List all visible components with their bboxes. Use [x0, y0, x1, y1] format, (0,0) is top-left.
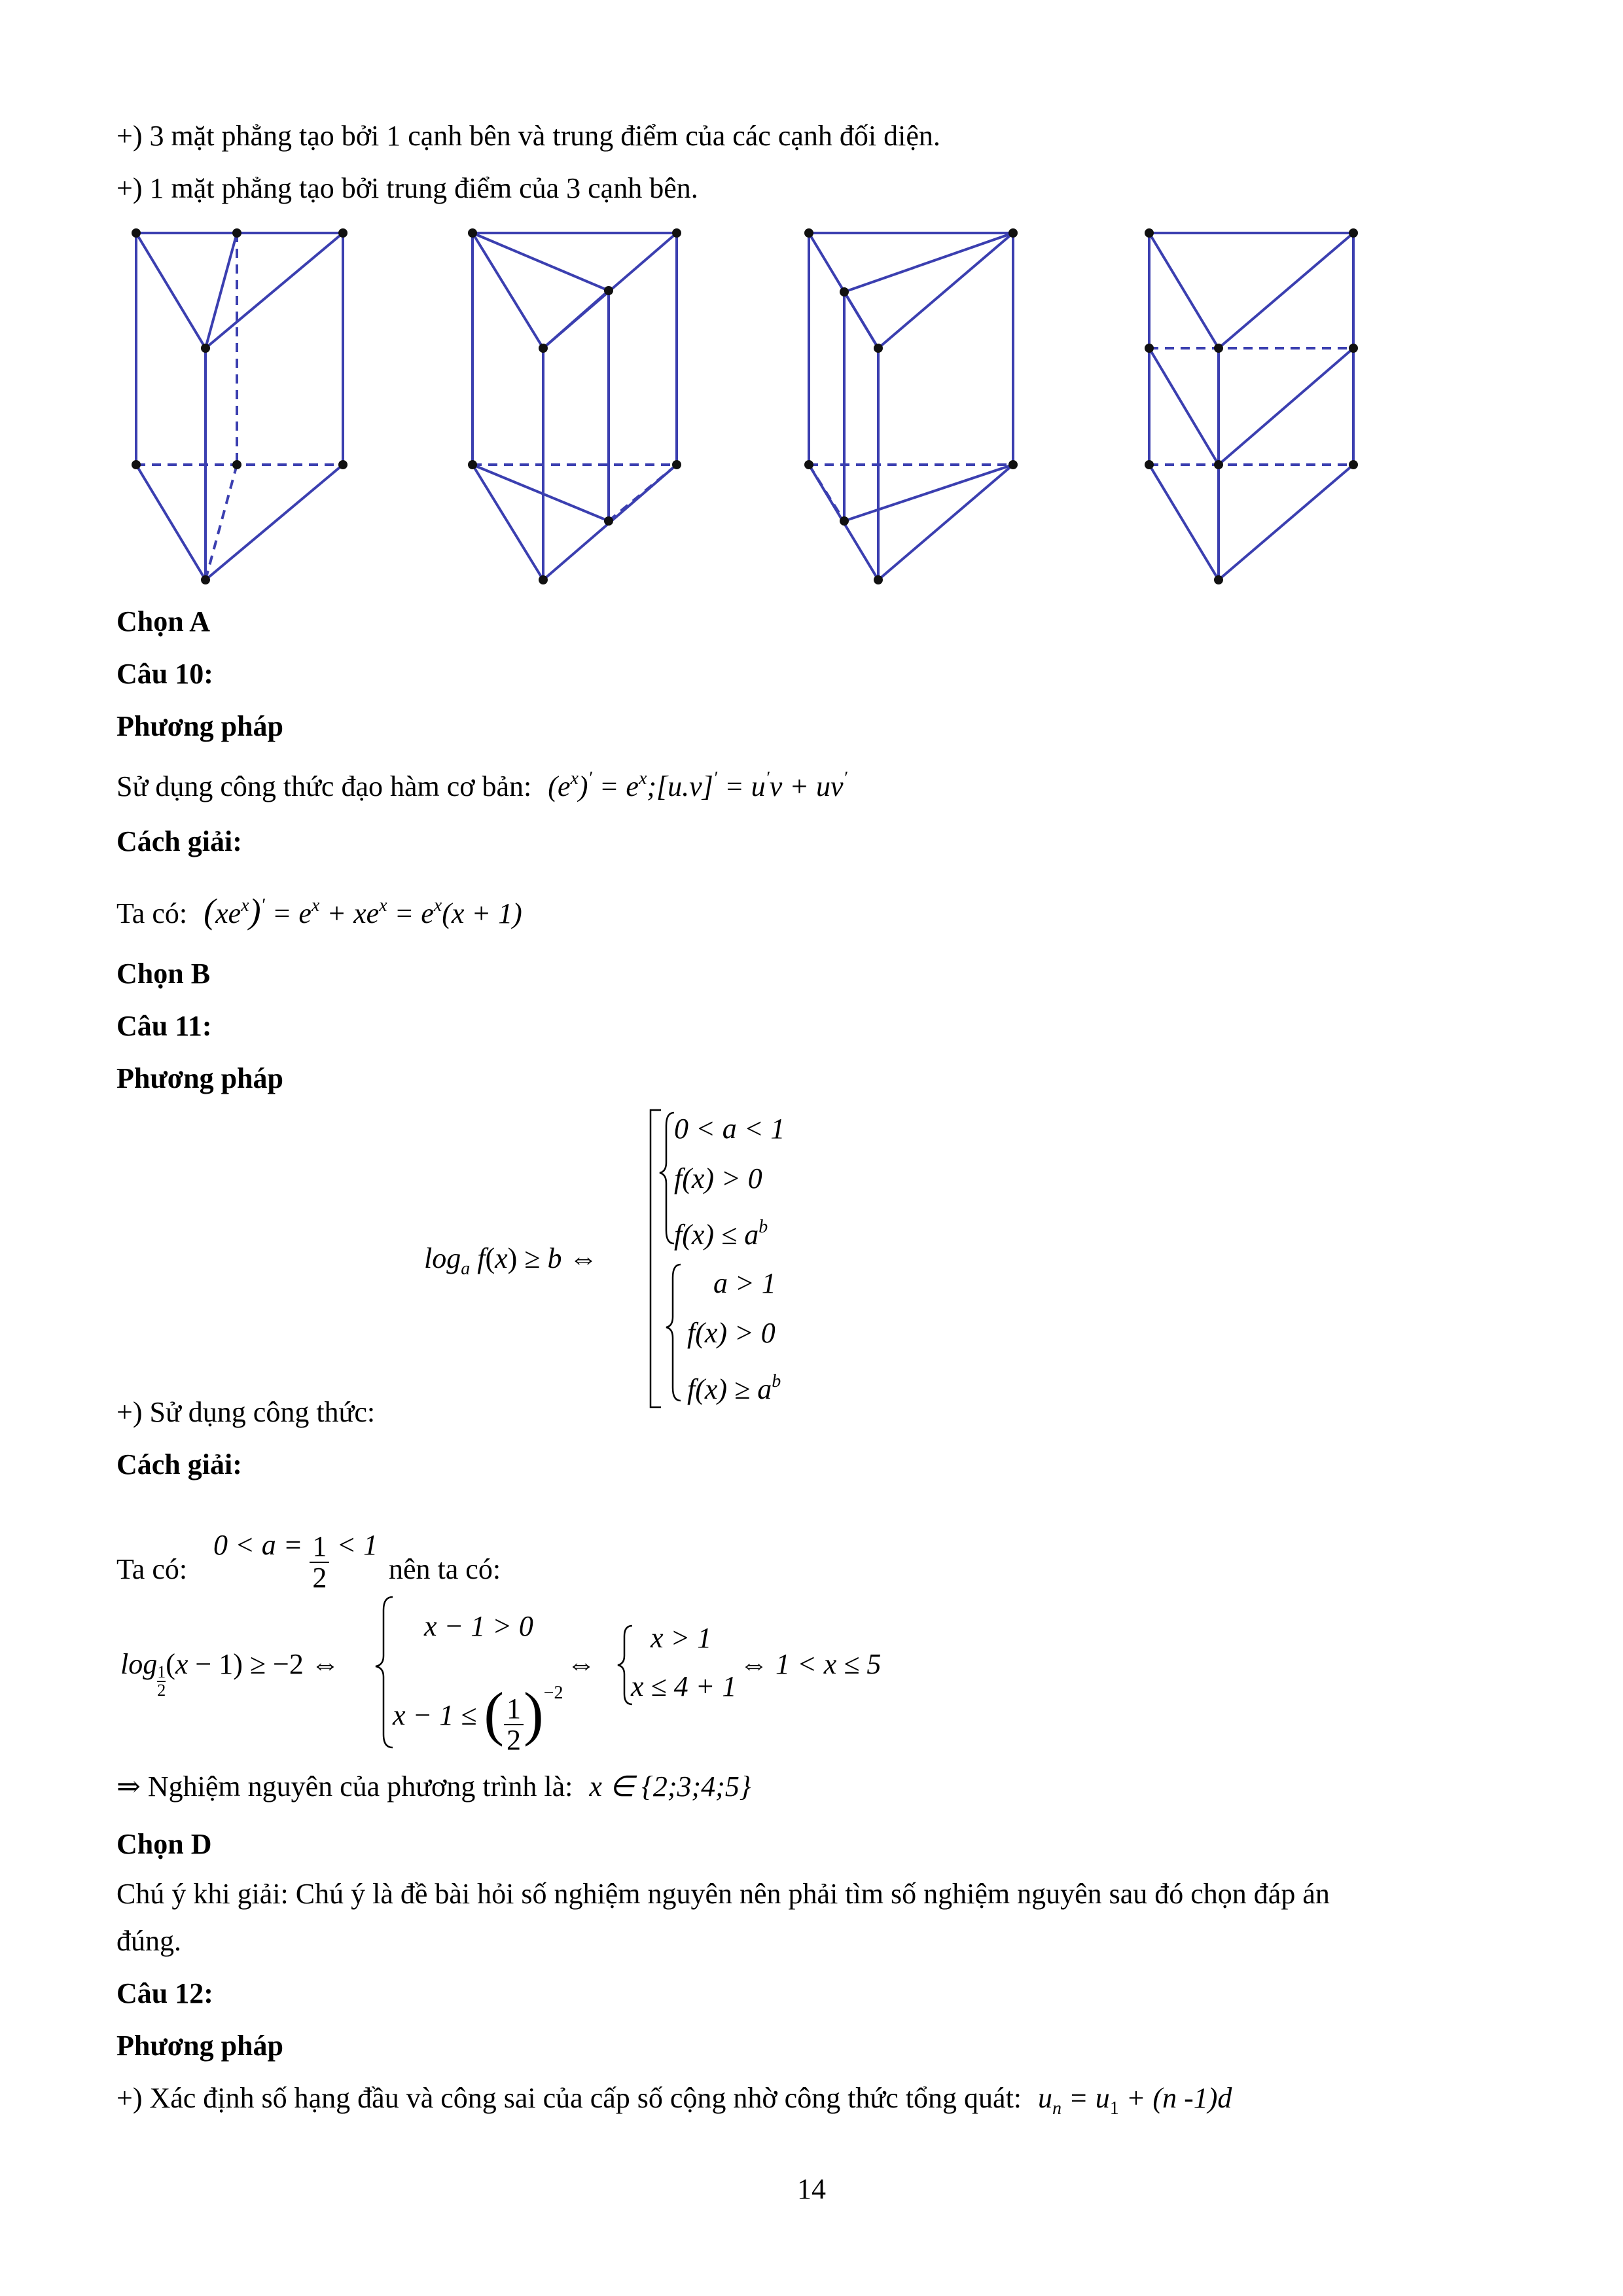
q10-method-formula: $(e^x)'$ = $e^x;[u.v]' = u'v + uv'$ [548, 768, 847, 802]
q11-case2-line2: f(x) > 0 [687, 1317, 776, 1349]
q12-method-heading: Phương pháp [116, 2030, 283, 2062]
q11-ta-co: Ta có: [116, 1553, 188, 1585]
q10-solution-formula: $(xe^x)' = e^x + xe^x = e^x(x + 1)$ [204, 891, 522, 931]
q11-case1-line2: f(x) > 0 [674, 1162, 762, 1194]
q11-solution-heading: Cách giải: [116, 1448, 242, 1480]
q10-answer: Chọn B [116, 958, 211, 990]
q10-solution-text: Ta có: [116, 897, 188, 929]
q11-ineq-cond1: x − 1 > 0 [424, 1610, 533, 1642]
q11-conclusion-text: ⇒ Nghiệm nguyên của phương trình là: [116, 1770, 573, 1803]
page-number: 14 [797, 2173, 826, 2205]
q12-method-formula: $u_n = u_1 + (n$ -1)d [1038, 2082, 1232, 2119]
text-line-planes-edge: +) 3 mặt phẳng tạo bởi 1 cạnh bên và trung điểm của các cạnh đối diện. [116, 120, 940, 152]
q10-method-text: Sử dụng công thức đạo hàm cơ bản: [116, 770, 532, 802]
q11-nen-ta-co: nên ta có: [389, 1553, 501, 1585]
q11-ineq-lhs: log $\frac{1}{2}$ (x − 1) ≥ −2 ⇔ [120, 1648, 340, 1700]
q10-method-heading: Phương pháp [116, 710, 283, 742]
q12-title: Câu 12: [116, 1977, 213, 2009]
q11-note-cont: đúng. [116, 1925, 181, 1957]
q11-case1-line3: $f(x) \le a^b$ [674, 1217, 768, 1251]
q11-method-heading: Phương pháp [116, 1062, 283, 1094]
q11-rule-lhs: $\log_a f(x) \ge b$ ⇔ [424, 1242, 598, 1279]
q11-answer: Chọn D [116, 1828, 212, 1860]
q11-case2-line3: $f(x) \ge a^b$ [687, 1371, 781, 1405]
q11-conclusion-set: x ∈ {2;3;4;5} [589, 1770, 751, 1803]
q11-ineq-x-le: x ≤ 4 + 1 [631, 1670, 737, 1702]
q11-a-value: 0 < a = $\frac{1}{2}$ < 1 [213, 1529, 378, 1594]
q10-solution-heading: Cách giải: [116, 825, 242, 857]
text-line-planes-midpoints: +) 1 mặt phẳng tạo bởi trung điểm của 3 cạnh bên. [116, 172, 698, 204]
q11-note: Chú ý khi giải: Chú ý là đề bài hỏi số nghiệm nguyên nên phải tìm số nghiệm nguyên sau đó chọn đáp án [116, 1878, 1330, 1910]
q11-conclusion [116, 1768, 751, 1805]
q11-ineq-cond2: x − 1 ≤ ( $\frac{1}{2}$ )$^{-2}$ [393, 1680, 563, 1756]
q11-title: Câu 11: [116, 1010, 212, 1042]
q11-ineq-x-gt-1: x > 1 [651, 1622, 712, 1654]
q11-case1-line1: 0 < a < 1 [674, 1113, 785, 1145]
q12-method-line [116, 2080, 1232, 2127]
q11-case2-line1: a > 1 [713, 1267, 776, 1299]
q11-ineq-result: ⇔ 1 < x ≤ 5 [740, 1648, 882, 1680]
q10-title: Câu 10: [116, 658, 213, 690]
q11-ineq-equiv: ⇔ [567, 1648, 596, 1680]
q9-answer: Chọn A [116, 605, 211, 637]
q11-use-formula: +) Sử dụng công thức: [116, 1396, 376, 1428]
q12-method-text: +) Xác định số hạng đầu và công sai của cấp số cộng nhờ công thức tổng quát: [116, 2082, 1022, 2114]
